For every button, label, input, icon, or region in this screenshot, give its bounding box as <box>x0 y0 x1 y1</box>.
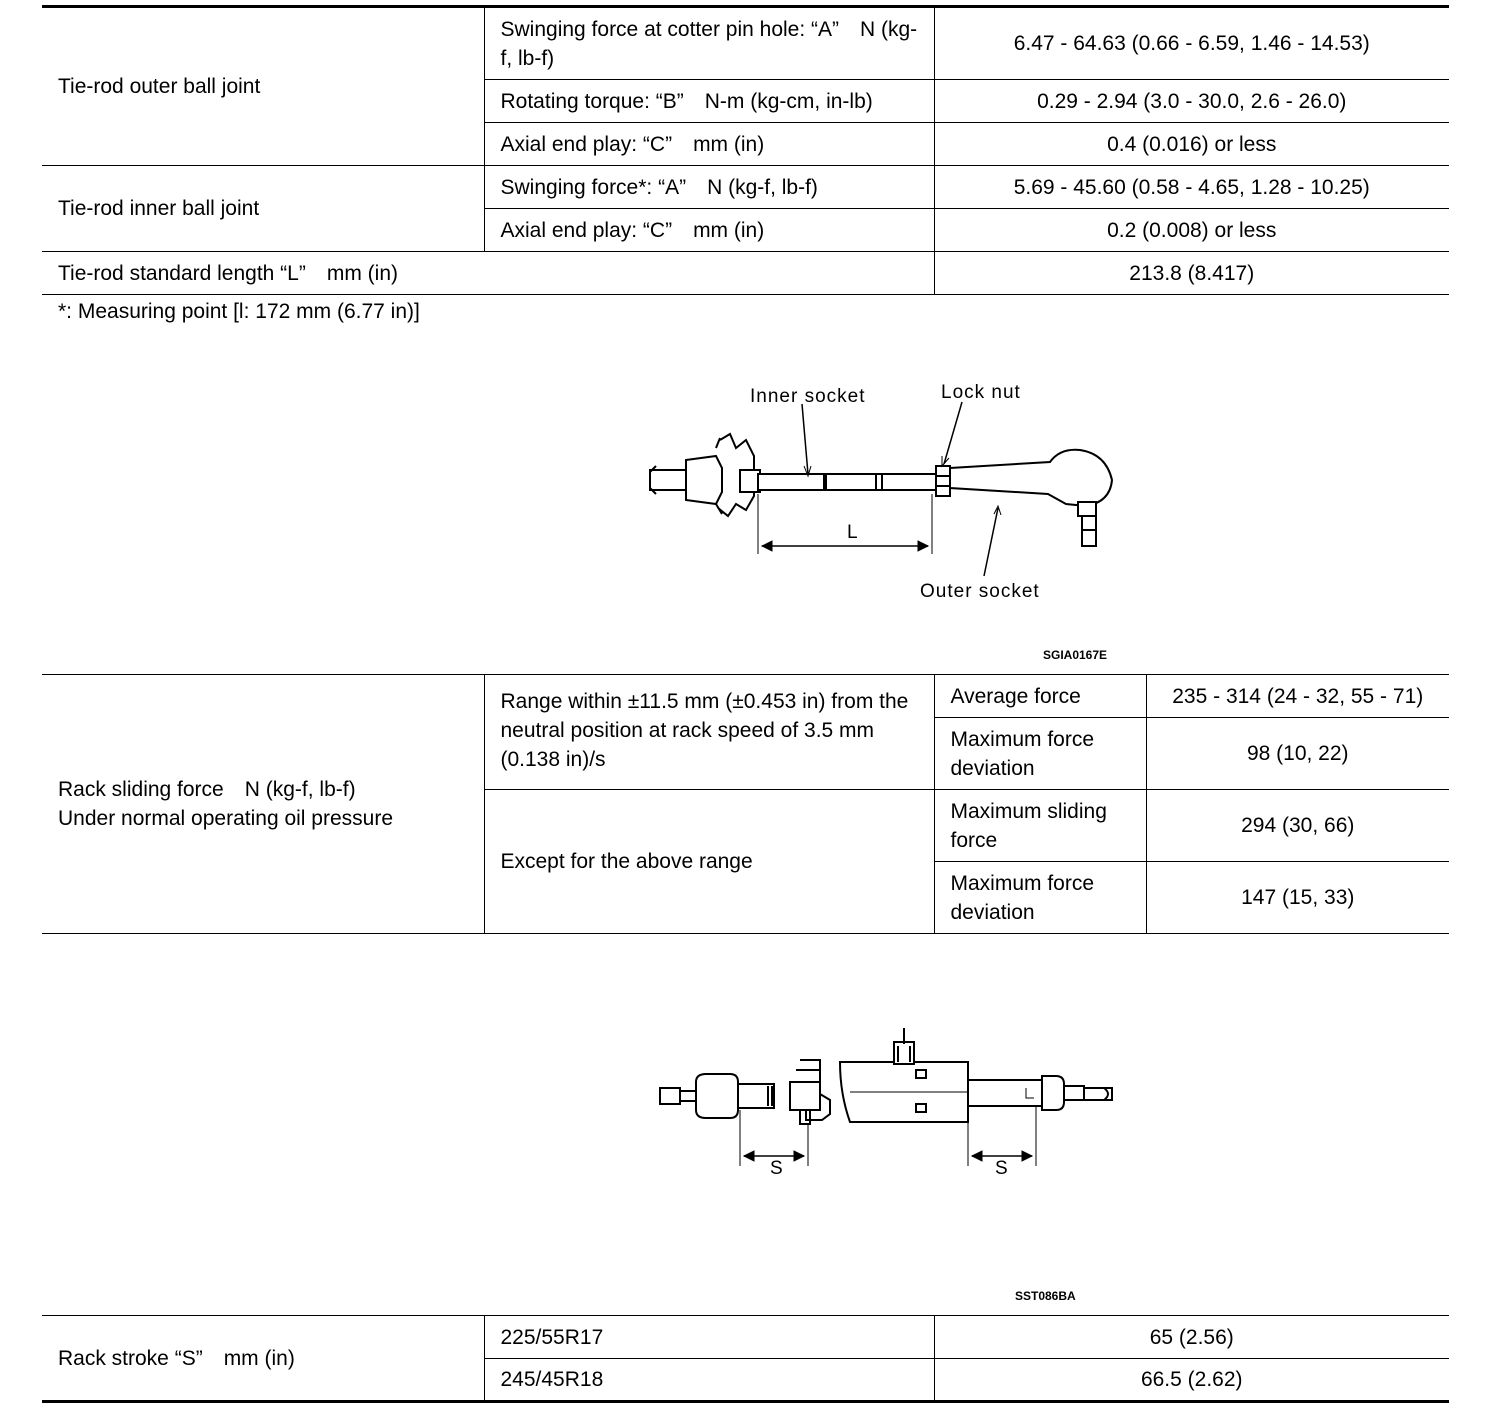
max-sliding-force-value: 294 (30, 66) <box>1146 790 1449 862</box>
inner-swinging-force-item: Swinging force*: “A” N (kg-f, lb-f) <box>484 166 934 209</box>
rack-sliding-force-label <box>42 675 484 934</box>
rack-label-line1: Rack sliding force N (kg-f, lb-f) <box>58 778 356 801</box>
average-force-item: Average force <box>934 675 1146 718</box>
outer-rotating-torque-item: Rotating torque: “B” N-m (kg-cm, in-lb) <box>484 80 934 123</box>
stroke-value-18: 66.5 (2.62) <box>934 1359 1449 1402</box>
dimension-l-label: L <box>847 522 859 543</box>
standard-length-value: 213.8 (8.417) <box>934 252 1449 295</box>
standard-length-item: Tie-rod standard length “L” mm (in) <box>42 252 934 295</box>
range-condition: Range within ±11.5 mm (±0.453 in) from the neutral position at rack speed of 3.5 mm (0.138 in)/s <box>484 675 934 790</box>
rack-sliding-force-table <box>42 674 1449 934</box>
lock-nut-label: Lock nut <box>941 382 1021 403</box>
outer-rotating-torque-value: 0.29 - 2.94 (3.0 - 30.0, 2.6 - 26.0) <box>934 80 1449 123</box>
figure1-code: SGIA0167E <box>1043 648 1108 662</box>
outer-ball-joint-label: Tie-rod outer ball joint <box>42 7 484 166</box>
outer-socket-label: Outer socket <box>920 581 1040 602</box>
max-force-deviation-2-item: Maximum force deviation <box>934 862 1146 934</box>
rack-stroke-figure <box>0 1010 1504 1200</box>
measuring-point-footnote: *: Measuring point [l: 172 mm (6.77 in)] <box>58 300 420 323</box>
max-force-deviation-value: 98 (10, 22) <box>1146 718 1449 790</box>
stroke-value-17: 65 (2.56) <box>934 1316 1449 1359</box>
tire-size-17: 225/55R17 <box>484 1316 934 1359</box>
outer-axial-play-value: 0.4 (0.016) or less <box>934 123 1449 166</box>
max-force-deviation-item: Maximum force deviation <box>934 718 1146 790</box>
stroke-s-right-label: S <box>995 1158 1009 1179</box>
rack-label-line2: Under normal operating oil pressure <box>58 807 394 830</box>
inner-socket-label: Inner socket <box>750 386 866 407</box>
tie-rod-spec-table <box>42 5 1449 295</box>
tire-size-18: 245/45R18 <box>484 1359 934 1402</box>
except-range-condition: Except for the above range <box>484 790 934 934</box>
outer-axial-play-item: Axial end play: “C” mm (in) <box>484 123 934 166</box>
average-force-value: 235 - 314 (24 - 32, 55 - 71) <box>1146 675 1449 718</box>
tie-rod-figure <box>0 360 1504 670</box>
max-force-deviation-2-value: 147 (15, 33) <box>1146 862 1449 934</box>
outer-swinging-force-value: 6.47 - 64.63 (0.66 - 6.59, 1.46 - 14.53) <box>934 7 1449 80</box>
inner-axial-play-value: 0.2 (0.008) or less <box>934 209 1449 252</box>
rack-stroke-table <box>42 1315 1449 1403</box>
inner-axial-play-item: Axial end play: “C” mm (in) <box>484 209 934 252</box>
figure2-code: SST086BA <box>1015 1289 1076 1303</box>
outer-swinging-force-item: Swinging force at cotter pin hole: “A” N (kg-f, lb-f) <box>484 7 934 80</box>
inner-ball-joint-label: Tie-rod inner ball joint <box>42 166 484 252</box>
max-sliding-force-item: Maximum sliding force <box>934 790 1146 862</box>
rack-stroke-label: Rack stroke “S” mm (in) <box>42 1316 484 1402</box>
stroke-s-left-label: S <box>770 1158 784 1179</box>
inner-swinging-force-value: 5.69 - 45.60 (0.58 - 4.65, 1.28 - 10.25) <box>934 166 1449 209</box>
